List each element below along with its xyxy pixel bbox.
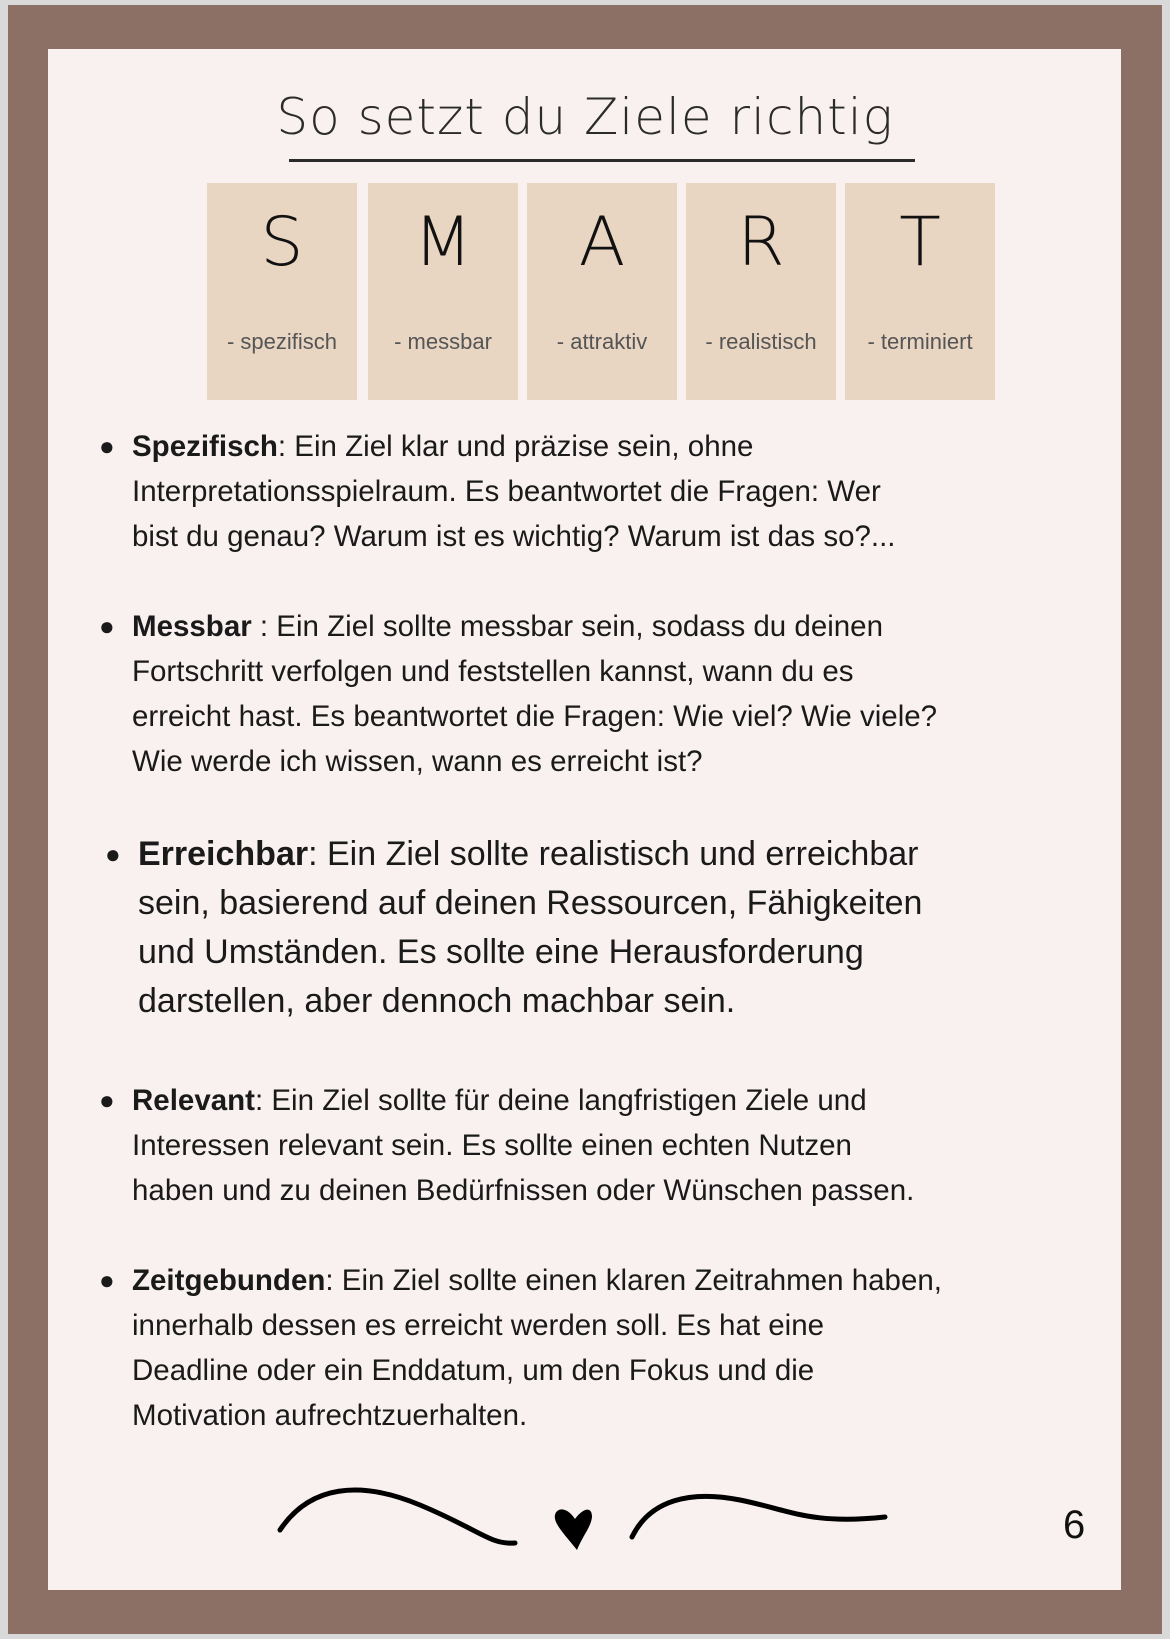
bullet-text: bist du genau? Warum ist es wichtig? Warum ist das so?... — [132, 520, 896, 553]
bullet-term: Relevant — [132, 1084, 255, 1117]
right-swash — [632, 1496, 885, 1537]
smart-letter: S — [260, 203, 304, 282]
title-underline — [289, 159, 915, 162]
bullet-term: Messbar — [132, 610, 252, 643]
left-swash — [280, 1490, 515, 1543]
bullet-text: : Ein Ziel sollte realistisch und erreichbar — [308, 835, 919, 873]
swash-heart-divider — [270, 1485, 900, 1555]
smart-label: - messbar — [394, 329, 492, 354]
bullet-text: Interessen relevant sein. Es sollte einen echten Nutzen — [132, 1129, 852, 1162]
bullet-dot-icon: ● — [99, 431, 115, 461]
bullet-dot-icon: ● — [99, 611, 115, 641]
smart-label: - attraktiv — [556, 329, 648, 354]
bullet-relevant — [99, 1078, 915, 1213]
bullet-text: Fortschritt verfolgen und feststellen kannst, wann du es — [132, 655, 854, 688]
bullet-erreichbar — [105, 830, 923, 1026]
smart-box-m — [368, 183, 518, 400]
page-number: 6 — [1063, 1503, 1086, 1547]
smart-box-a — [527, 183, 677, 400]
smart-label: - realistisch — [705, 329, 817, 354]
bullet-text: Interpretationsspielraum. Es beantwortet die Fragen: Wer — [132, 475, 881, 508]
smart-letter: A — [578, 203, 626, 282]
bullet-text: : Ein Ziel klar und präzise sein, ohne — [277, 430, 754, 463]
bullet-text: innerhalb dessen es erreicht werden soll. Es hat eine — [132, 1309, 825, 1342]
smart-letter: M — [413, 203, 473, 282]
bullet-text: : Ein Ziel sollte einen klaren Zeitrahmen haben, — [325, 1264, 942, 1297]
bullet-text: Motivation aufrechtzuerhalten. — [132, 1399, 528, 1432]
smart-letter: R — [737, 203, 785, 282]
bullet-dot-icon: ● — [99, 1085, 115, 1115]
smart-box-r — [686, 183, 836, 400]
bullet-text: : Ein Ziel sollte für deine langfristigen Ziele und — [254, 1084, 867, 1117]
bullet-text: Wie werde ich wissen, wann es erreicht ist? — [132, 745, 703, 778]
bullet-text: darstellen, aber dennoch machbar sein. — [138, 982, 736, 1020]
smart-letter: T — [899, 203, 941, 282]
bullet-zeitgebunden — [99, 1258, 942, 1438]
smart-label: - spezifisch — [226, 329, 338, 354]
bullet-dot-icon: ● — [99, 1265, 115, 1295]
bullet-messbar — [99, 604, 938, 784]
bullet-term: Zeitgebunden — [132, 1264, 326, 1297]
smart-box-s — [207, 183, 357, 400]
bullet-text: : Ein Ziel sollte messbar sein, sodass du deinen — [251, 610, 884, 643]
smart-box-t — [845, 183, 995, 400]
heart-icon — [555, 1509, 592, 1550]
bullet-term: Spezifisch — [132, 430, 278, 463]
bullet-text: und Umständen. Es sollte eine Herausforderung — [138, 933, 864, 971]
bullet-text: haben und zu deinen Bedürfnissen oder Wünschen passen. — [132, 1174, 915, 1207]
smart-label: - terminiert — [867, 329, 973, 354]
page-title: So setzt du Ziele richtig — [276, 88, 894, 146]
bullet-text: Deadline oder ein Enddatum, um den Fokus und die — [132, 1354, 815, 1387]
bullet-term: Erreichbar — [138, 835, 309, 873]
bullet-spezifisch — [99, 424, 896, 559]
bullet-text: sein, basierend auf deinen Ressourcen, Fähigkeiten — [138, 884, 923, 922]
bullet-dot-icon: ● — [105, 839, 121, 869]
bullet-text: erreicht hast. Es beantwortet die Fragen: Wie viel? Wie viele? — [132, 700, 938, 733]
